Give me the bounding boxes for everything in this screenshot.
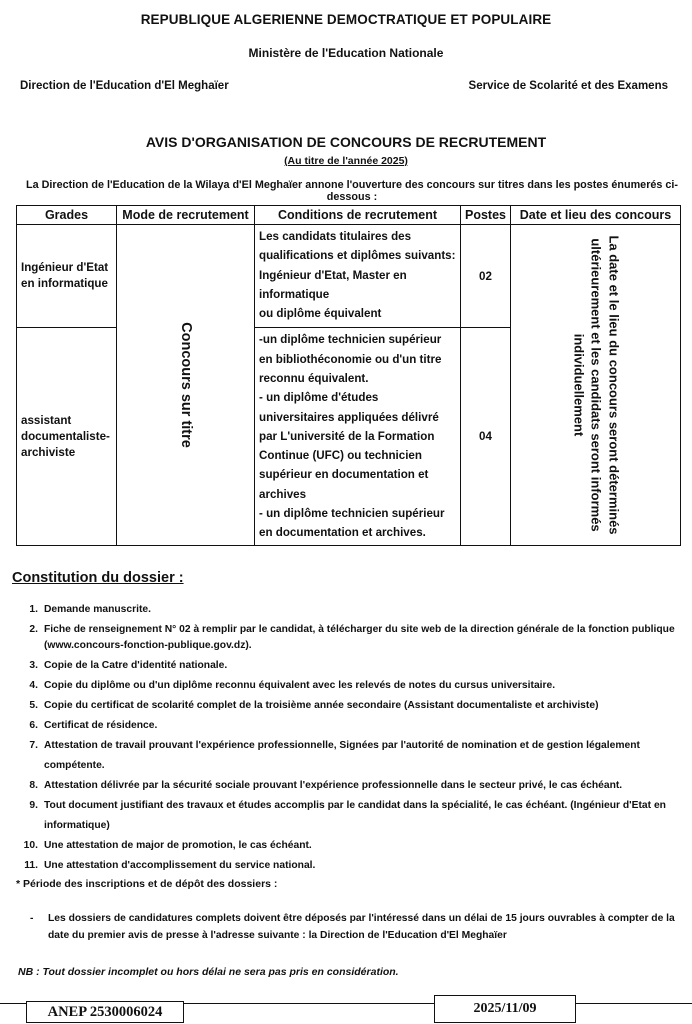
publication-date: 2025/11/09 — [434, 995, 576, 1023]
table-row — [17, 225, 681, 328]
item-text: Une attestation de major de promotion, le cas échéant. — [44, 840, 312, 851]
mode-text: Concours sur titre — [177, 322, 194, 448]
item-text: Copie du certificat de scolarité complet de la troisième année secondaire (Assistant documentaliste et archiviste) — [44, 700, 599, 711]
notice-title: AVIS D'ORGANISATION DE CONCOURS DE RECRUTEMENT — [145, 134, 547, 150]
item-text: Une attestation d'accomplissement du service national. — [44, 860, 316, 871]
date-lieu-text: La date et le lieu du concours seront déterminés ultérieurement et les candidats seront informés individuellement — [570, 235, 621, 535]
header-date-lieu: Date et lieu des concours — [511, 206, 681, 225]
anep-reference: ANEP 2530006024 — [26, 1001, 184, 1023]
item-number: 8. — [29, 780, 38, 791]
condition-line: - un diplôme technicien supérieur en documentation et archives. — [259, 506, 445, 540]
item-number: 1. — [29, 604, 38, 615]
nb-note: NB : Tout dossier incomplet ou hors délai ne sera pas pris en considération. — [18, 966, 399, 978]
header-postes: Postes — [461, 206, 511, 225]
grade-cell: Ingénieur d'Etat en informatique — [17, 225, 117, 328]
header-mode: Mode de recrutement — [117, 206, 255, 225]
recruitment-table — [16, 205, 681, 546]
list-item — [10, 856, 680, 876]
list-item — [10, 656, 680, 676]
item-text: Demande manuscrite. — [44, 604, 152, 615]
item-text: Fiche de renseignement N° 02 à remplir par le candidat, à télécharger du site web de la direction générale de la fonction publique (www.concours-fonction-publique.gov.dz). — [44, 624, 675, 651]
header-grades: Grades — [17, 206, 117, 225]
item-text: Attestation délivrée par la sécurité sociale prouvant l'expérience professionnelle dans le secteur privé, le cas échéant. — [44, 780, 623, 791]
mode-wrap — [117, 225, 254, 545]
dossier-list — [10, 600, 680, 876]
condition-line: - un diplôme d'études universitaires appliquées délivré par L'université de la Formation Continue (UFC) ou technicien supérieur en documentation et archives — [259, 391, 439, 501]
conditions-cell — [255, 225, 461, 328]
item-number: 7. — [29, 740, 38, 751]
list-item — [10, 696, 680, 716]
bullet-dash: - — [30, 913, 34, 924]
notice-intro: La Direction de l'Education de la Wilaya d'El Meghaïer annone l'ouverture des concours sur titres dans les postes énumerés ci-dessous : — [26, 179, 678, 203]
list-item — [10, 622, 680, 654]
list-item — [10, 600, 680, 620]
item-number: 5. — [29, 700, 38, 711]
condition-line: ou diplôme équivalent — [259, 307, 382, 321]
item-text: Attestation de travail prouvant l'expérience professionnelle, Signées par l'autorité de nomination et de gestion légalement compétente. — [44, 740, 640, 771]
republic-header: REPUBLIQUE ALGERIENNE DEMOCTRATIQUE ET POPULAIRE — [140, 12, 552, 27]
item-text: Tout document justifiant des travaux et études accomplis par le candidat dans la spécialité, le cas échéant. (Ingénieur d'Etat en informatique) — [44, 800, 666, 831]
dossier-title: Constitution du dossier : — [12, 570, 184, 586]
conditions-cell — [255, 328, 461, 546]
list-item — [10, 796, 680, 836]
item-number: 3. — [29, 660, 38, 671]
postes-cell: 04 — [461, 328, 511, 546]
item-text: Copie de la Catre d'identité nationale. — [44, 660, 228, 671]
notice-subtitle-wrap — [0, 155, 692, 167]
direction-label: Direction de l'Education d'El Meghaïer — [20, 80, 229, 92]
service-label: Service de Scolarité et des Examens — [468, 80, 668, 92]
table-header-row — [17, 206, 681, 225]
ministry-header: Ministère de l'Education Nationale — [248, 46, 444, 60]
condition-line: Les candidats titulaires des qualifications et diplômes suivants: Ingénieur d'Etat, Master en informatique — [259, 230, 456, 301]
deposit-paragraph — [30, 910, 675, 944]
header-conditions: Conditions de recrutement — [255, 206, 461, 225]
list-item — [10, 776, 680, 796]
item-number: 2. — [29, 624, 38, 635]
date-lieu-wrap — [511, 225, 680, 545]
item-number: 11. — [24, 860, 38, 871]
date-lieu-cell — [511, 225, 681, 546]
list-item — [10, 736, 680, 776]
item-number: 9. — [29, 800, 38, 811]
notice-subtitle: (Au titre de l'année 2025) — [284, 155, 408, 167]
mode-cell — [117, 225, 255, 546]
item-number: 10. — [23, 840, 38, 851]
list-item — [10, 676, 680, 696]
period-title: * Période des inscriptions et de dépôt des dossiers : — [16, 878, 278, 890]
deposit-text: Les dossiers de candidatures complets doivent être déposés par l'intéressé dans un délai de 15 jours ouvrables à compter de la date du premier avis de presse à l'adresse suivante : la Direction de l'Education d'El Meghaïer — [48, 913, 675, 941]
condition-line: -un diplôme technicien supérieur en bibliothéconomie ou d'un titre reconnu équivalent. — [259, 333, 442, 385]
list-item — [10, 716, 680, 736]
list-item — [10, 836, 680, 856]
grade-cell: assistant documentaliste-archiviste — [17, 328, 117, 546]
postes-cell: 02 — [461, 225, 511, 328]
item-text: Certificat de résidence. — [44, 720, 158, 731]
item-text: Copie du diplôme ou d'un diplôme reconnu équivalent avec les relevés de notes du cursus universitaire. — [44, 680, 556, 691]
item-number: 6. — [29, 720, 38, 731]
item-number: 4. — [29, 680, 38, 691]
